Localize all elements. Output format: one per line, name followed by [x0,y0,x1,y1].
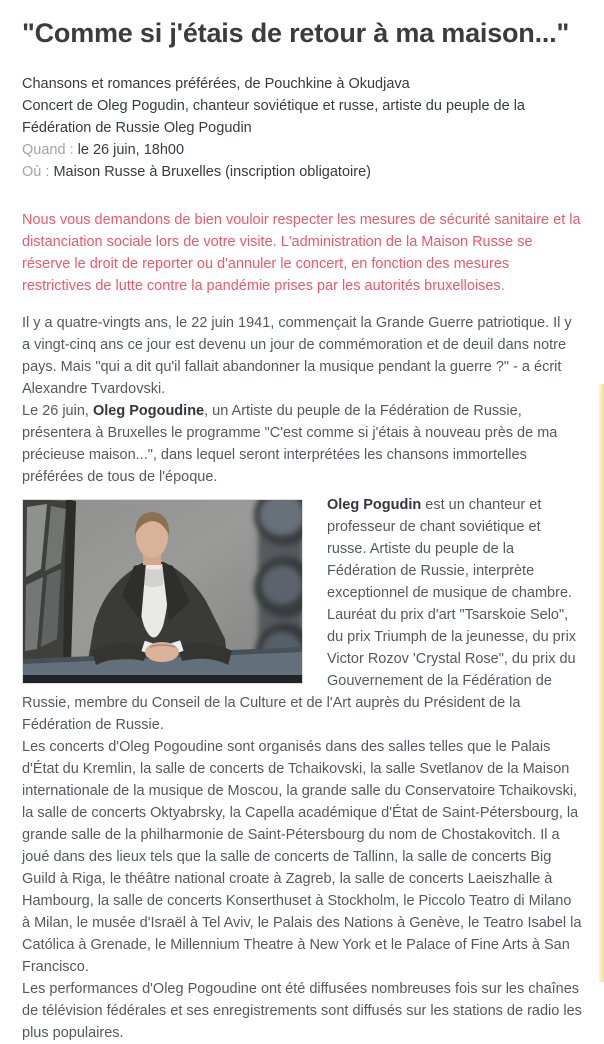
bio-paragraph-2: Les concerts d'Oleg Pogoudine sont organisés dans des salles telles que le Palais d'État du Kremlin, la salle de concerts de Tchaikovski, la salle Svetlanov de la Maison internationale de la musique de Moscou, la grande salle du Conservatoire Tchaikovski, la salle de concerts Oktyabrsky, la Capella académique d'État de Saint-Pétersbourg, la grande salle de la philharmonie de Saint-Pétersbourg du nom de Chostakovitch. Il a joué dans des lieux tels que la salle de concerts de Tallinn, la salle de concerts Big Guild à Riga, le théâtre national croate à Zagreb, la salle de concerts Laeiszhalle à Hambourg, la salle de concerts Konserthuset à Stockholm, le Piccolo Teatro di Milano à Milan, le musée d'Israël à Tel Aviv, le Palais des Nations à Genève, le Teatro Isabel la Católica à Grenade, le Millennium Theatre à New York et le Palace of Fine Arts à San Francisco. [22,739,582,975]
intro-p2-after: , un Artiste du peuple de la Fédération de Russie, présentera à Bruxelles le programme "C'est comme si j'étais à nouveau près de ma précieuse maison...", dans lequel seront interprétées les chansons immortelles préférées de tous de l'époque. [22,403,558,485]
page-title: "Comme si j'étais de retour à ma maison..." [22,18,570,48]
event-where-row [22,161,582,183]
when-value: le 26 juin, 18h00 [77,142,185,158]
artist-name-bold-2: Oleg Pogudin [327,497,422,513]
artist-name-bold: Oleg Pogoudine [92,403,205,419]
bio-section [22,494,582,1044]
intro-section [22,312,582,488]
intro-paragraph-1: Il y a quatre-vingts ans, le 22 juin 1941, commençait la Grande Guerre patriotique. Il y a vingt-cinq ans ce jour est devenu un jour de commémoration et de deuil dans notre pays. Mais "qui a dit qu'il fallait abandonner la musique pendant la guerre ?" - a écrit Alexandre Tvardovski. [22,315,572,397]
intro-paragraph-2 [22,400,582,488]
where-label: Où : [22,164,50,180]
event-subtitle: Chansons et romances préférées, de Pouchkine à Okudjava [22,76,410,92]
photo-window-frame [22,499,76,669]
sanitary-warning-text: Nous vous demandons de bien vouloir respecter les mesures de sécurité sanitaire et la distanciation sociale lors de votre visite. L'administration de la Maison Russe se réserve le droit de reporter ou d'annuler le concert, en fonction des mesures restrictives de lutte contre la pandémie prises par les autorités bruxelloises. [22,212,581,294]
bio-paragraph-3: Les performances d'Oleg Pogoudine ont été diffusées nombreuses fois sur les chaînes de télévision fédérales et ses enregistrements sont diffusés sur les stations de radio les plus populaires. [22,981,582,1041]
bio-p1-rest: est un chanteur et professeur de chant soviétique et russe. Artiste du peuple de la Fédération de Russie, interprète exceptionnel de musique de chambre. Lauréat du prix d'art "Tsarskoie Selo", du prix Triumph de la jeunesse, du prix Victor Rozov 'Crystal Rose", du prix du Gouvernement de la Fédération de Russie, membre du Conseil de la Culture et de l'Art auprès du Président de la Fédération de Russie. [22,497,577,733]
when-label: Quand : [22,142,74,158]
artist-photo [22,499,303,684]
article-page [0,14,604,1044]
event-description: Concert de Oleg Pogudin, chanteur soviétique et russe, artiste du peuple de la Fédération de Russie Oleg Pogudin [22,98,525,136]
artist-photo-illustration [22,499,303,684]
where-value: Maison Russe à Bruxelles (inscription obligatoire) [53,164,371,180]
intro-p2-before: Le 26 juin, [22,403,93,419]
right-edge-accent-strip [599,384,604,982]
event-when-row [22,139,582,161]
event-meta [22,73,582,183]
